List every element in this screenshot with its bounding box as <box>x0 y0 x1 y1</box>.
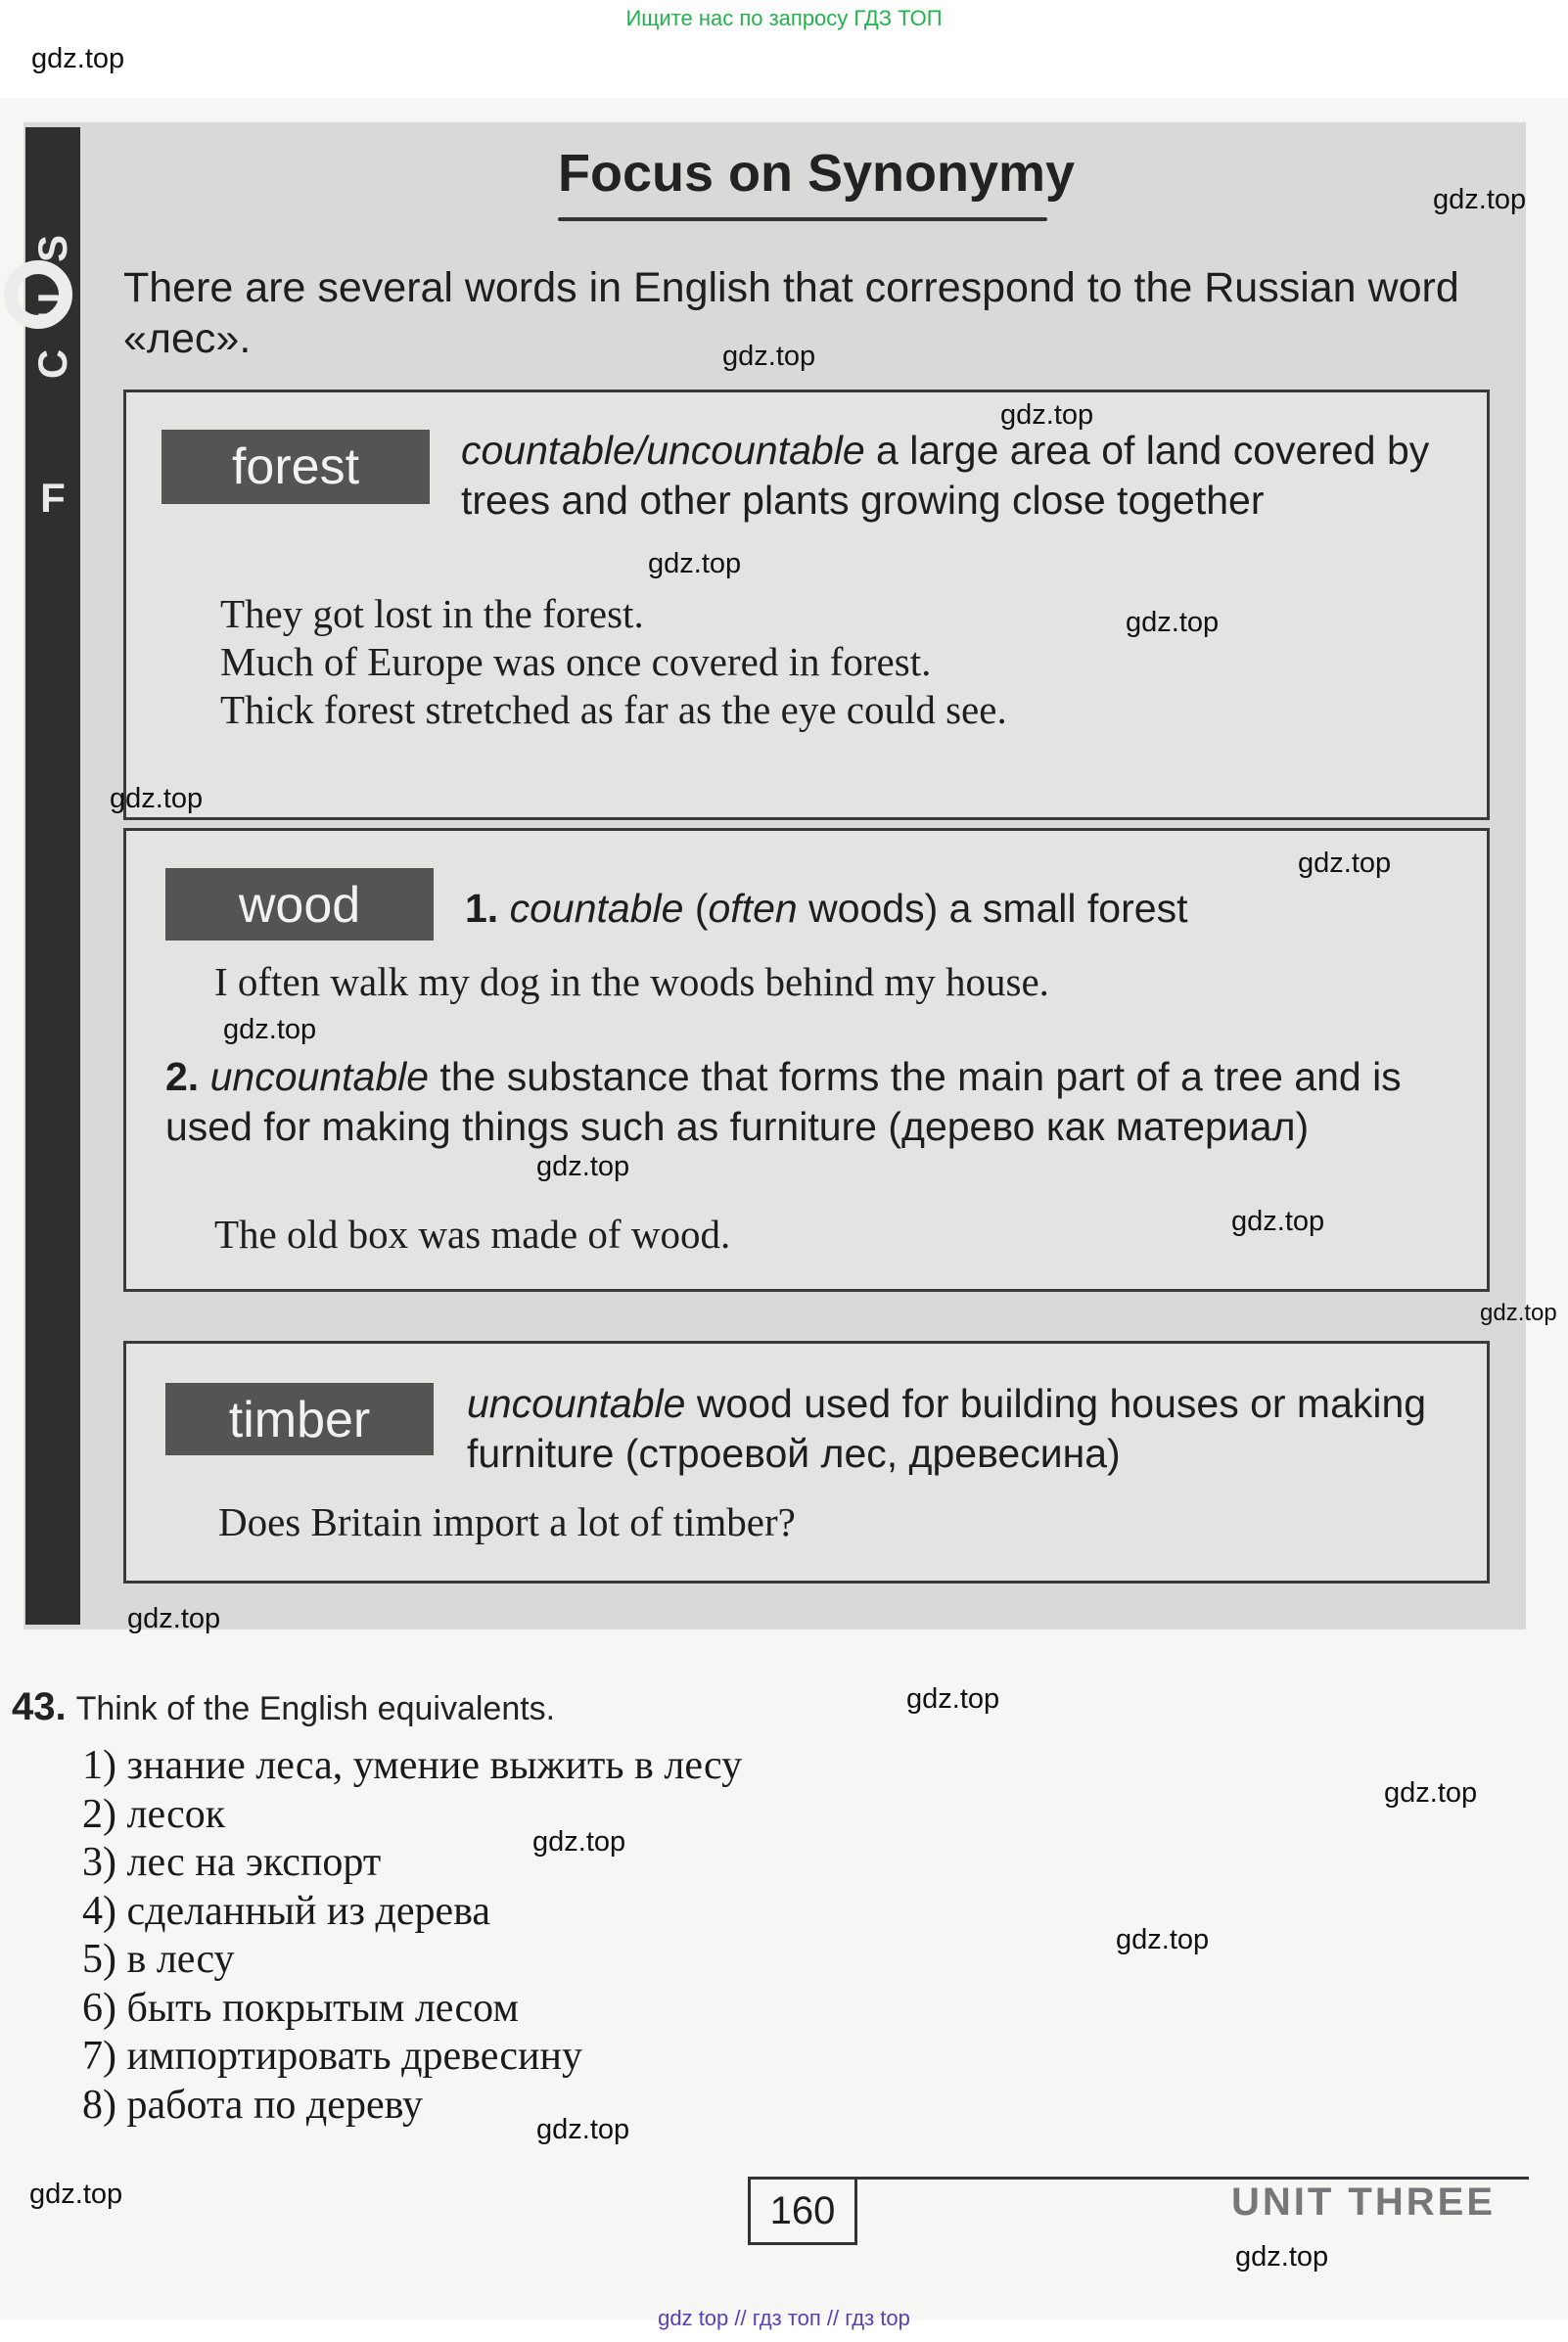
watermark: gdz.top <box>110 783 204 814</box>
exercise-item: 5) в лесу <box>82 1937 235 1982</box>
wood-sense-2-kind: uncountable <box>209 1054 430 1099</box>
watermark: gdz.top <box>906 1683 1000 1715</box>
timber-example: Does Britain import a lot of timber? <box>218 1499 796 1544</box>
timber-def-text: wood used for building houses or making furniture (строевой лес, древесина) <box>467 1381 1427 1476</box>
forest-kind: countable/uncountable <box>461 428 865 473</box>
exercise-instruction: Think of the English equivalents. <box>75 1690 556 1727</box>
watermark: gdz.top <box>31 43 125 74</box>
footer-rule <box>748 2177 1529 2180</box>
watermark: gdz.top <box>1384 1777 1478 1809</box>
title-underline <box>558 217 1047 221</box>
wood-sense-1-paren-word: woods <box>797 886 925 931</box>
wood-sense-1-text: a small forest <box>938 886 1188 931</box>
wood-sense-1-paren-often: often <box>708 886 798 931</box>
forest-box <box>123 390 1490 820</box>
forest-example: Much of Europe was once covered in forest. <box>220 639 932 684</box>
wood-sense-1-paren-open: ( <box>683 886 709 931</box>
watermark: gdz.top <box>1480 1300 1557 1326</box>
wood-sense-1-number: 1. <box>465 886 499 931</box>
wood-sense-2-number: 2. <box>165 1054 200 1099</box>
exercise-item: 3) лес на экспорт <box>82 1840 382 1885</box>
forest-example: They got lost in the forest. <box>220 591 644 636</box>
watermark: gdz.top <box>1116 1924 1210 1955</box>
wood-sense-2-text: the substance that forms the main part of a tree and is used for making things such as furniture (дерево как материал) <box>165 1054 1402 1149</box>
timber-definition <box>467 1379 1465 1479</box>
page-title: Focus on Synonymy <box>558 144 1076 203</box>
watermark: gdz.top <box>1298 848 1392 879</box>
exercise-number: 43. <box>12 1685 67 1728</box>
watermark: gdz.top <box>1235 2241 1329 2273</box>
forest-definition <box>461 426 1457 526</box>
exercise-item: 6) быть покрытым лесом <box>82 1985 519 2031</box>
watermark: gdz.top <box>532 1826 626 1858</box>
exercise-item: 8) работа по дереву <box>82 2082 423 2128</box>
unit-label: UNIT THREE <box>1231 2181 1496 2224</box>
exercise-list <box>82 1742 742 2130</box>
page-number: 160 <box>748 2177 857 2245</box>
timber-box <box>123 1341 1490 1584</box>
wood-label: wood <box>165 868 434 941</box>
watermark: gdz.top <box>127 1603 221 1634</box>
watermark: gdz.top <box>1231 1206 1325 1237</box>
focus-stripe <box>25 127 80 1625</box>
watermark: gdz.top <box>648 548 742 579</box>
watermark: gdz.top <box>1000 399 1094 431</box>
top-banner[interactable]: Ищите нас по запросу ГДЗ ТОП <box>625 6 943 30</box>
exercise-item: 7) импортировать древесину <box>82 2034 583 2079</box>
forest-example: Thick forest stretched as far as the eye could see. <box>220 687 1007 732</box>
exercise-heading <box>12 1685 555 1729</box>
watermark: gdz.top <box>722 341 816 372</box>
watermark: gdz.top <box>1126 607 1220 638</box>
wood-sense-2 <box>165 1052 1477 1152</box>
forest-label: forest <box>161 430 430 504</box>
bottom-banner[interactable]: gdz top // гдз топ // гдз top <box>658 2306 910 2330</box>
wood-example-1: I often walk my dog in the woods behind my house. <box>214 959 1049 1004</box>
focus-letter-o <box>4 260 72 329</box>
watermark: gdz.top <box>29 2179 123 2210</box>
exercise-item: 4) сделанный из дерева <box>82 1888 491 1934</box>
forest-def-text: a large area of land covered by trees and other plants growing close together <box>461 428 1430 523</box>
watermark: gdz.top <box>536 2114 630 2145</box>
focus-letter-f: F <box>40 475 66 521</box>
wood-sense-1 <box>465 884 1463 934</box>
exercise-item: 2) лесок <box>82 1791 226 1837</box>
focus-letter-c: C <box>29 348 75 380</box>
focus-letter-u: U <box>29 292 75 323</box>
wood-example-2: The old box was made of wood. <box>214 1212 731 1257</box>
watermark: gdz.top <box>536 1151 630 1182</box>
wood-sense-1-kind: countable <box>509 886 684 931</box>
timber-kind: uncountable <box>467 1381 686 1426</box>
watermark: gdz.top <box>1433 184 1527 215</box>
intro-text: There are several words in English that correspond to the Russian word «лес». <box>123 264 1459 362</box>
focus-letter-s: S <box>29 235 75 263</box>
watermark: gdz.top <box>223 1014 317 1045</box>
wood-sense-1-paren-close: ) <box>924 886 939 931</box>
timber-label: timber <box>165 1383 434 1455</box>
exercise-item: 1) знание леса, умение выжить в лесу <box>82 1743 743 1788</box>
